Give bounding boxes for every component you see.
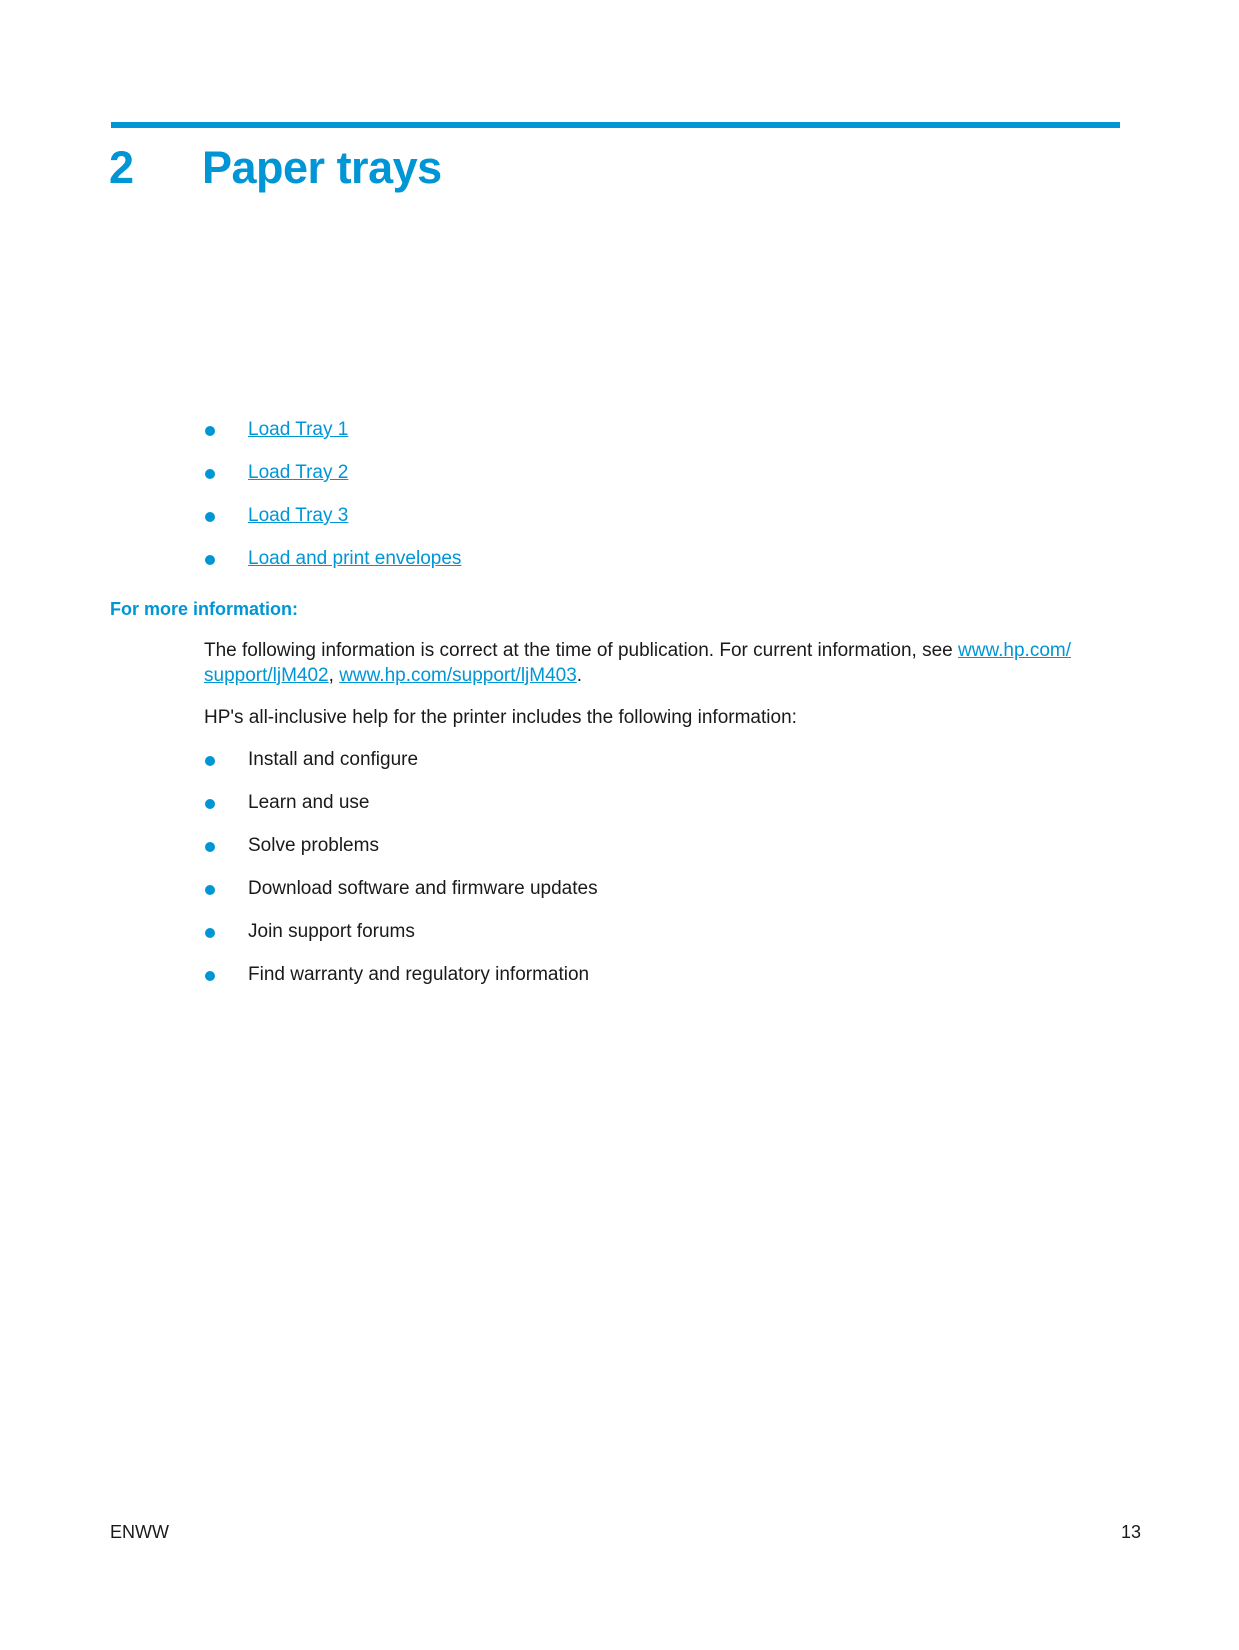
help-topic-text: Download software and firmware updates bbox=[248, 878, 598, 899]
bullet-icon bbox=[205, 842, 215, 852]
support-link-m402-part1[interactable]: www.hp.com/ bbox=[958, 640, 1071, 661]
help-topic-text: Install and configure bbox=[248, 749, 419, 770]
help-topic-text: Find warranty and regulatory information bbox=[248, 964, 590, 985]
bullet-icon bbox=[205, 555, 215, 565]
more-info-paragraph bbox=[204, 638, 1084, 688]
help-topic-text: Join support forums bbox=[248, 921, 415, 942]
help-topic-text: Learn and use bbox=[248, 792, 370, 813]
toc-link-load-tray-2[interactable]: Load Tray 2 bbox=[248, 462, 349, 483]
bullet-icon bbox=[205, 928, 215, 938]
toc-link-load-tray-1[interactable]: Load Tray 1 bbox=[248, 419, 349, 440]
bullet-icon bbox=[205, 799, 215, 809]
footer-locale-label: ENWW bbox=[110, 1522, 169, 1542]
toc-link-load-envelopes[interactable]: Load and print envelopes bbox=[248, 548, 462, 569]
link-separator: , bbox=[328, 665, 340, 686]
support-link-m402-part2[interactable]: support/ljM402 bbox=[204, 665, 329, 686]
chapter-rule bbox=[111, 122, 1120, 128]
bullet-icon bbox=[205, 971, 215, 981]
more-info-text: The following information is correct at the time of publication. For current information, see bbox=[204, 640, 959, 661]
paragraph-period: . bbox=[576, 665, 583, 686]
more-info-heading: For more information: bbox=[110, 599, 298, 619]
footer-page-number: 13 bbox=[1120, 1522, 1141, 1542]
bullet-icon bbox=[205, 426, 215, 436]
help-intro-paragraph: HP's all-inclusive help for the printer includes the following information: bbox=[204, 707, 797, 728]
bullet-icon bbox=[205, 469, 215, 479]
chapter-title: Paper trays bbox=[202, 142, 442, 193]
bullet-icon bbox=[205, 512, 215, 522]
chapter-number: 2 bbox=[109, 142, 134, 193]
bullet-icon bbox=[205, 756, 215, 766]
help-topic-text: Solve problems bbox=[248, 835, 379, 856]
toc-link-load-tray-3[interactable]: Load Tray 3 bbox=[248, 505, 349, 526]
bullet-icon bbox=[205, 885, 215, 895]
support-link-m403[interactable]: www.hp.com/support/ljM403 bbox=[339, 665, 577, 686]
